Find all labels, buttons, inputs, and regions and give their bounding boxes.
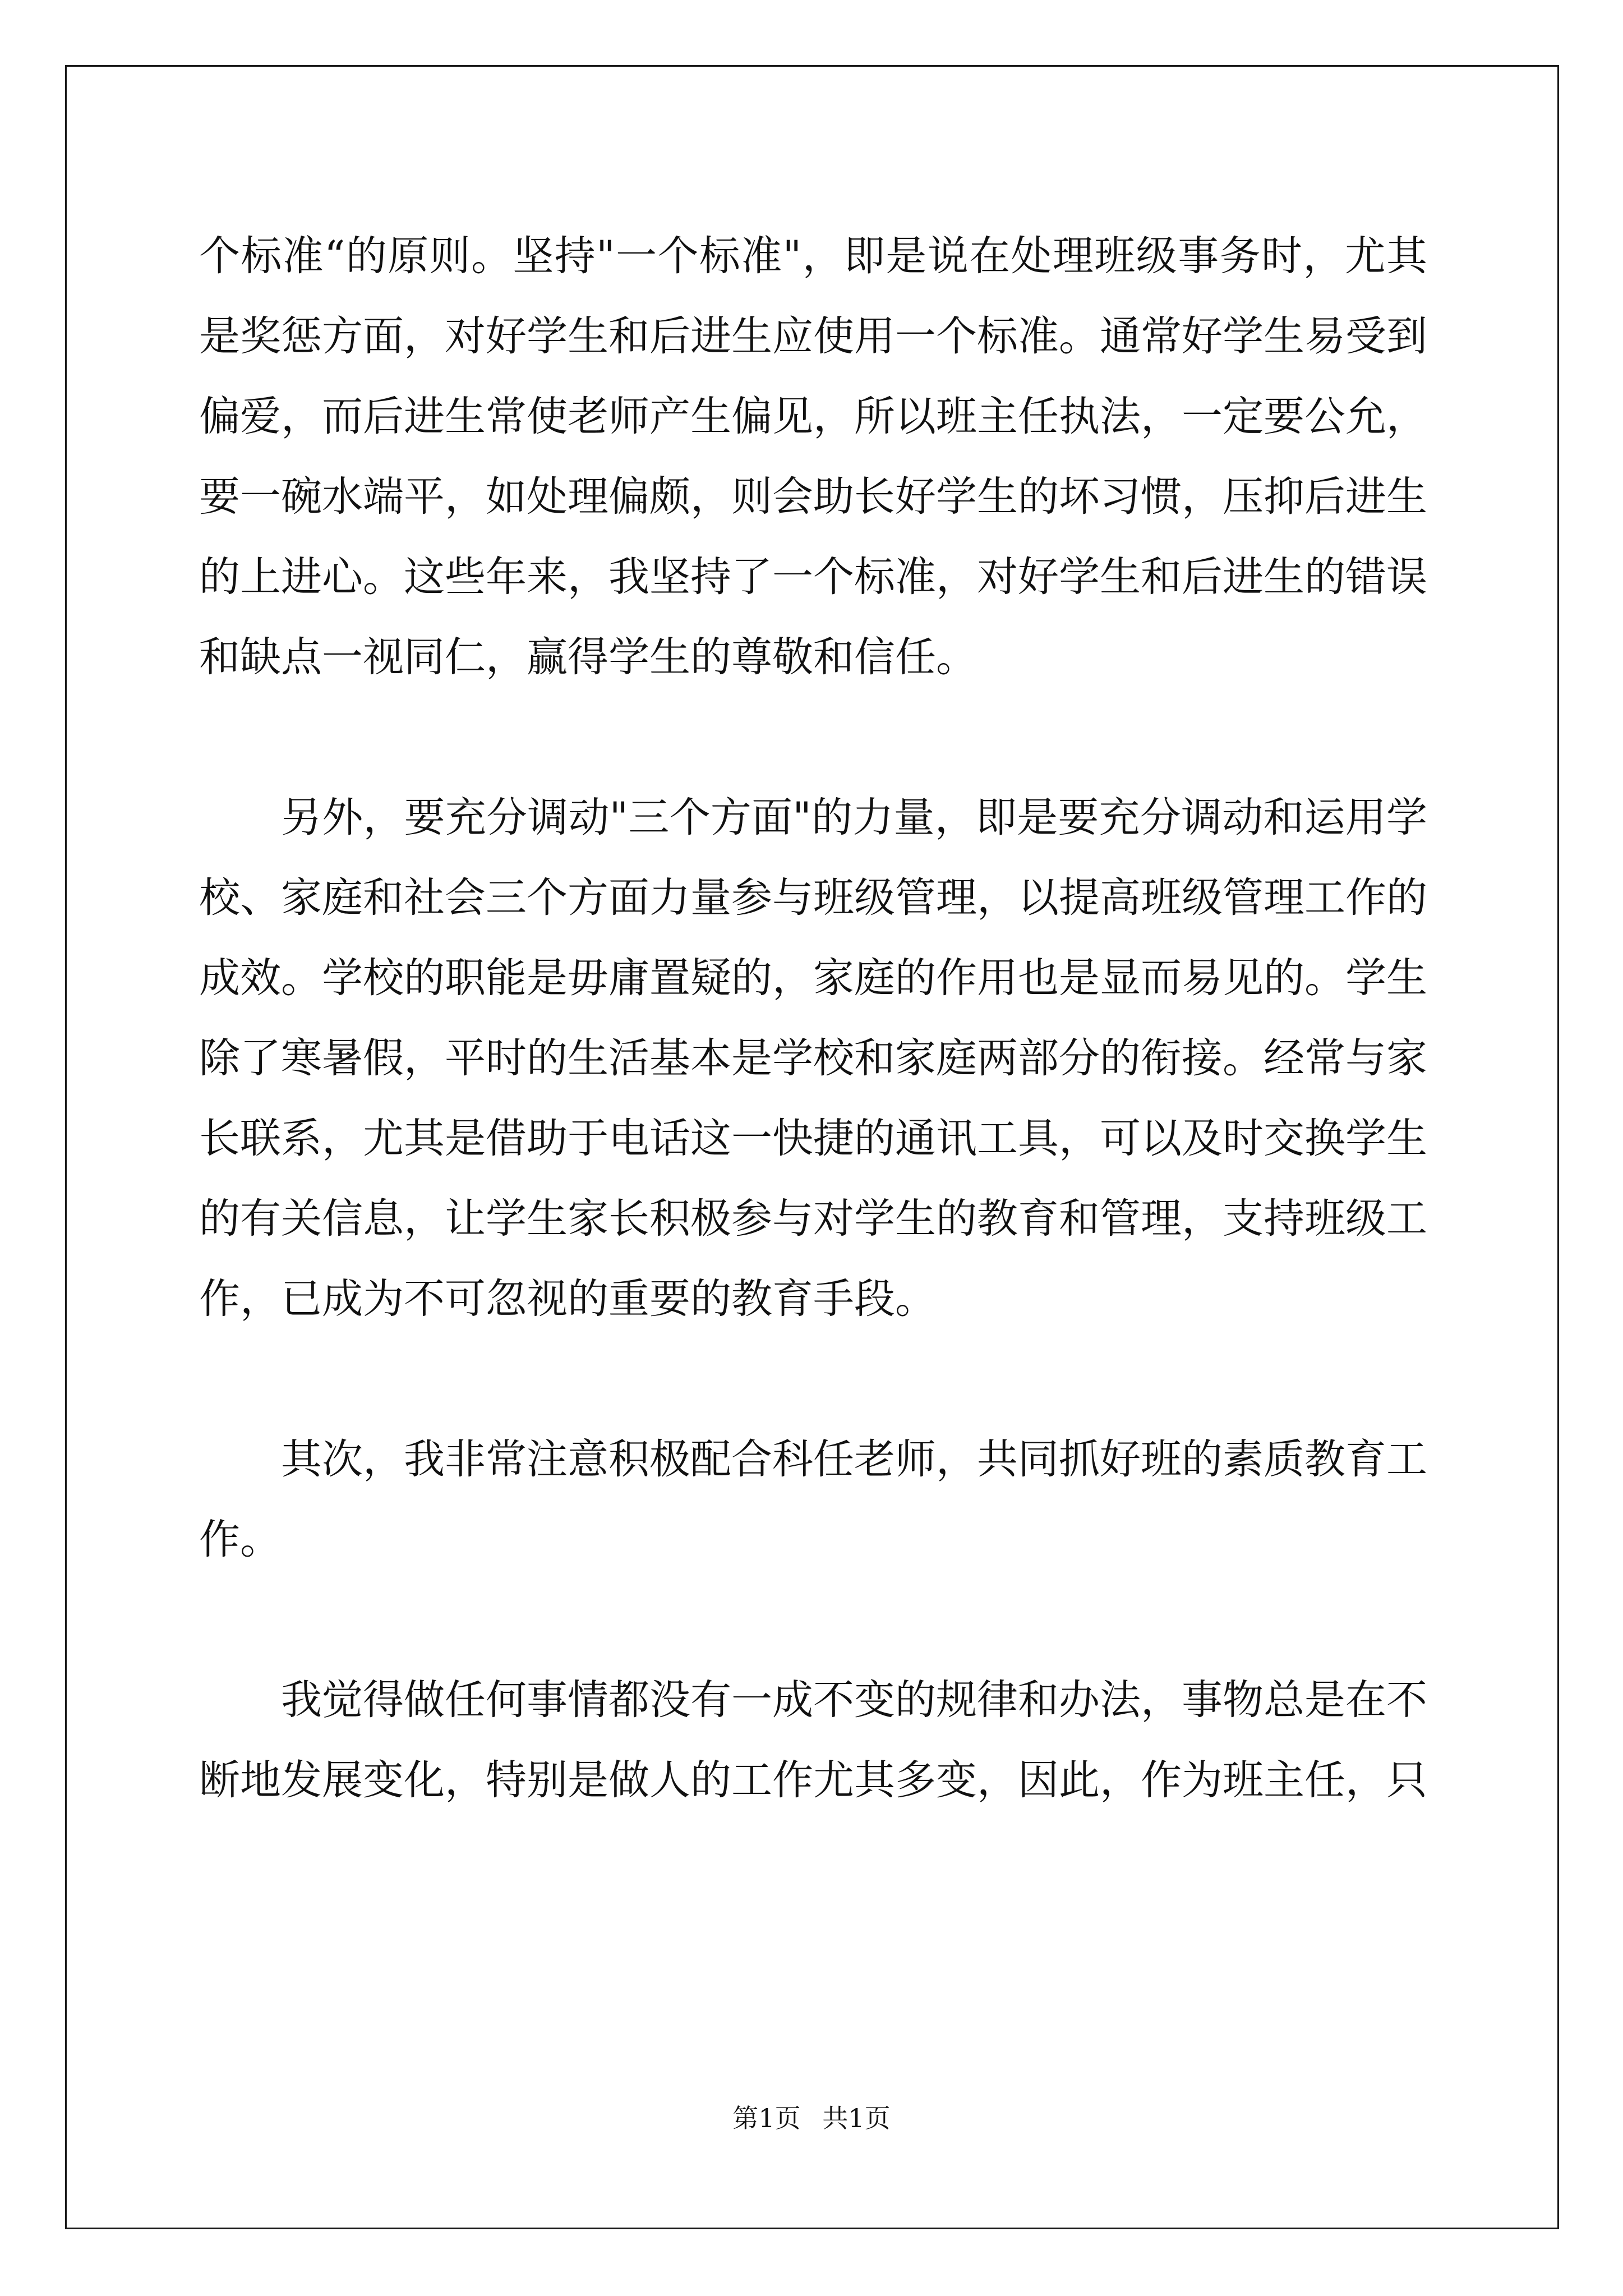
- page-footer: [0, 2098, 1623, 2135]
- text-line: 断地发展变化，特别是做人的工作尤其多变，因此，作为班主任，只: [199, 1756, 1427, 1804]
- document-body: [199, 216, 1427, 1820]
- text-line: 除了寒暑假，平时的生活基本是学校和家庭两部分的衔接。经常与家: [199, 1034, 1427, 1082]
- text-line: 成效。学校的职能是毋庸置疑的，家庭的作用也是显而易见的。学生: [199, 954, 1427, 1002]
- text-line: 的上进心。这些年来，我坚持了一个标准，对好学生和后进生的错误: [199, 553, 1427, 601]
- text-line: 校、家庭和社会三个方面力量参与班级管理，以提高班级管理工作的: [199, 874, 1427, 922]
- text-line: 个标准“的原则。坚持"一个标准"，即是说在处理班级事务时，尤其: [199, 232, 1427, 280]
- text-line: 的有关信息，让学生家长积极参与对学生的教育和管理，支持班级工: [199, 1195, 1427, 1243]
- page-number: 第1页: [732, 2103, 801, 2133]
- text-line: 要一碗水端平，如处理偏颇，则会助长好学生的坏习惯，压抑后进生: [199, 473, 1427, 521]
- text-line: 偏爱，而后进生常使老师产生偏见，所以班主任执法，一定要公允，: [199, 393, 1427, 440]
- paragraph-gap: [199, 697, 1427, 777]
- text-line: 其次，我非常注意积极配合科任老师，共同抓好班的素质教育工: [281, 1435, 1427, 1483]
- paragraph-gap: [199, 1580, 1427, 1660]
- text-line: 我觉得做任何事情都没有一成不变的规律和办法，事物总是在不: [281, 1676, 1427, 1724]
- text-line: 作。: [199, 1516, 281, 1563]
- text-line: 长联系，尤其是借助于电话这一快捷的通讯工具，可以及时交换学生: [199, 1115, 1427, 1162]
- text-line: 是奖惩方面，对好学生和后进生应使用一个标准。通常好学生易受到: [199, 312, 1427, 360]
- text-line: 作，已成为不可忽视的重要的教育手段。: [199, 1275, 936, 1323]
- text-line: 和缺点一视同仁，赢得学生的尊敬和信任。: [199, 633, 977, 681]
- paragraph-gap: [199, 1339, 1427, 1419]
- page-total: 共1页: [822, 2103, 891, 2133]
- text-line: 另外，要充分调动"三个方面"的力量，即是要充分调动和运用学: [281, 794, 1427, 841]
